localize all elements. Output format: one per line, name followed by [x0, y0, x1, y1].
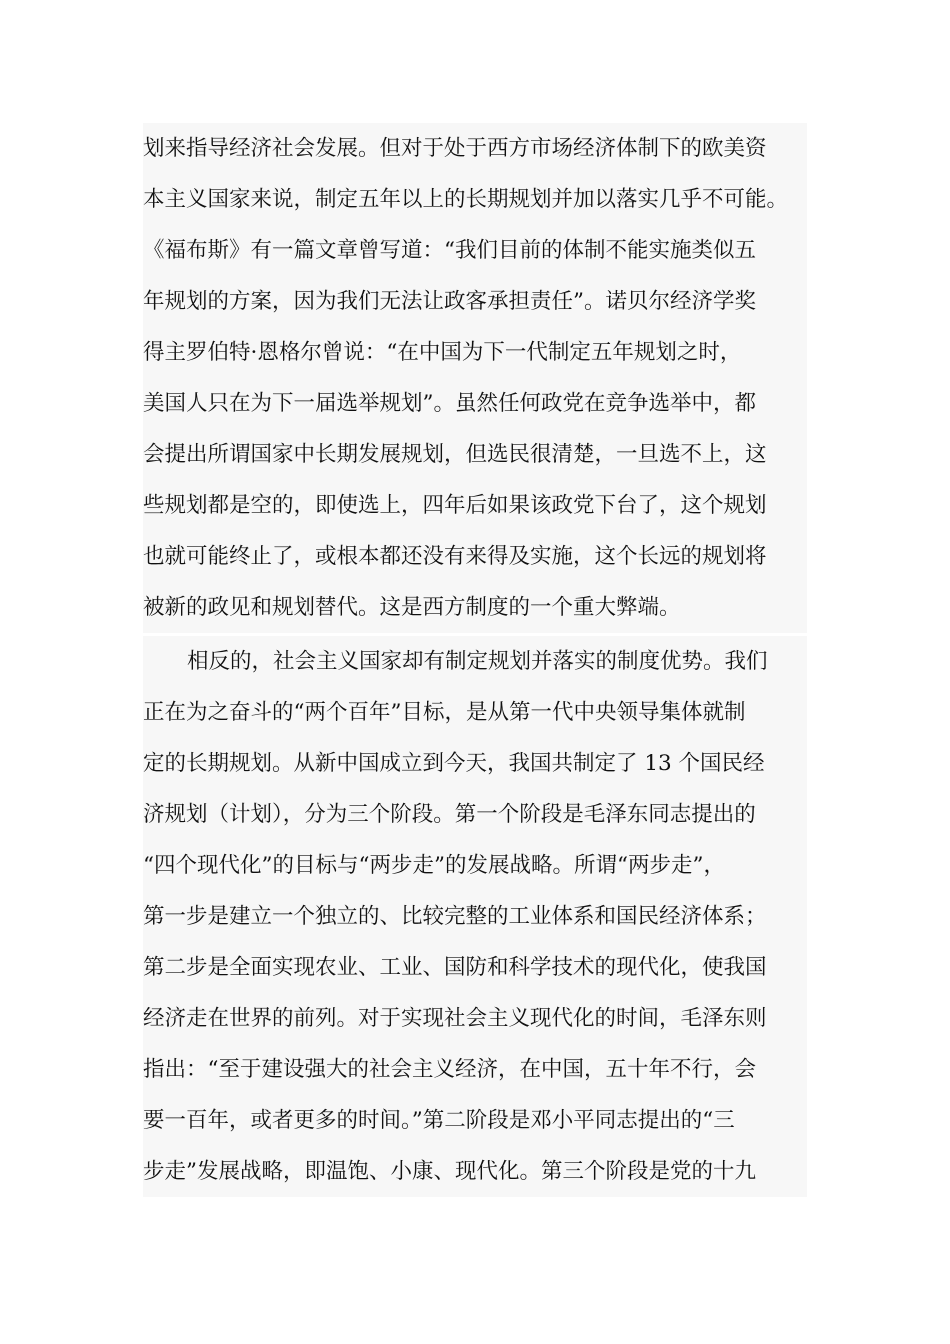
text-line-first: 相反的，社会主义国家却有制定规划并落实的制度优势。我们: [187, 649, 768, 674]
text-line: 本主义国家来说，制定五年以上的长期规划并加以落实几乎不可能。: [143, 187, 789, 212]
paragraph-socialist-planning: [143, 636, 807, 1197]
text-line: 划来指导经济社会发展。但对于处于西方市场经济体制下的欧美资: [143, 136, 767, 161]
text-line: 《福布斯》有一篇文章曾写道：“我们目前的体制不能实施类似五: [143, 238, 756, 263]
text-line: 得主罗伯特·恩格尔曾说：“在中国为下一代制定五年规划之时，: [143, 340, 742, 365]
text-line: 第一步是建立一个独立的、比较完整的工业体系和国民经济体系；: [143, 904, 767, 929]
text-line: 正在为之奋斗的“两个百年”目标，是从第一代中央领导集体就制: [143, 700, 746, 725]
text-line: 步走”发展战略，即温饱、小康、现代化。第三个阶段是党的十九: [143, 1159, 756, 1184]
text-line: 会提出所谓国家中长期发展规划，但选民很清楚，一旦选不上，这: [143, 442, 767, 467]
text-line: 要一百年，或者更多的时间。”第二阶段是邓小平同志提出的“三: [143, 1108, 735, 1133]
text-line: 美国人只在为下一届选举规划”。虽然任何政党在竞争选举中，都: [143, 391, 756, 416]
text-line: 定的长期规划。从新中国成立到今天，我国共制定了 13 个国民经: [143, 751, 765, 776]
text-line: 经济走在世界的前列。对于实现社会主义现代化的时间，毛泽东则: [143, 1006, 767, 1031]
text-line: “四个现代化”的目标与“两步走”的发展战略。所谓“两步走”，: [143, 853, 725, 878]
text-line: 些规划都是空的，即使选上，四年后如果该政党下台了，这个规划: [143, 493, 767, 518]
text-line: 也就可能终止了，或根本都还没有来得及实施，这个长远的规划将: [143, 544, 767, 569]
text-line: 年规划的方案，因为我们无法让政客承担责任”。诺贝尔经济学奖: [143, 289, 756, 314]
text-line: 第二步是全面实现农业、工业、国防和科学技术的现代化，使我国: [143, 955, 767, 980]
paragraph-western-planning: [143, 123, 807, 633]
text-line: 济规划（计划），分为三个阶段。第一个阶段是毛泽东同志提出的: [143, 802, 756, 827]
text-line: 指出：“至于建设强大的社会主义经济，在中国，五十年不行，会: [143, 1057, 756, 1082]
text-line: 被新的政见和规划替代。这是西方制度的一个重大弊端。: [143, 595, 681, 620]
